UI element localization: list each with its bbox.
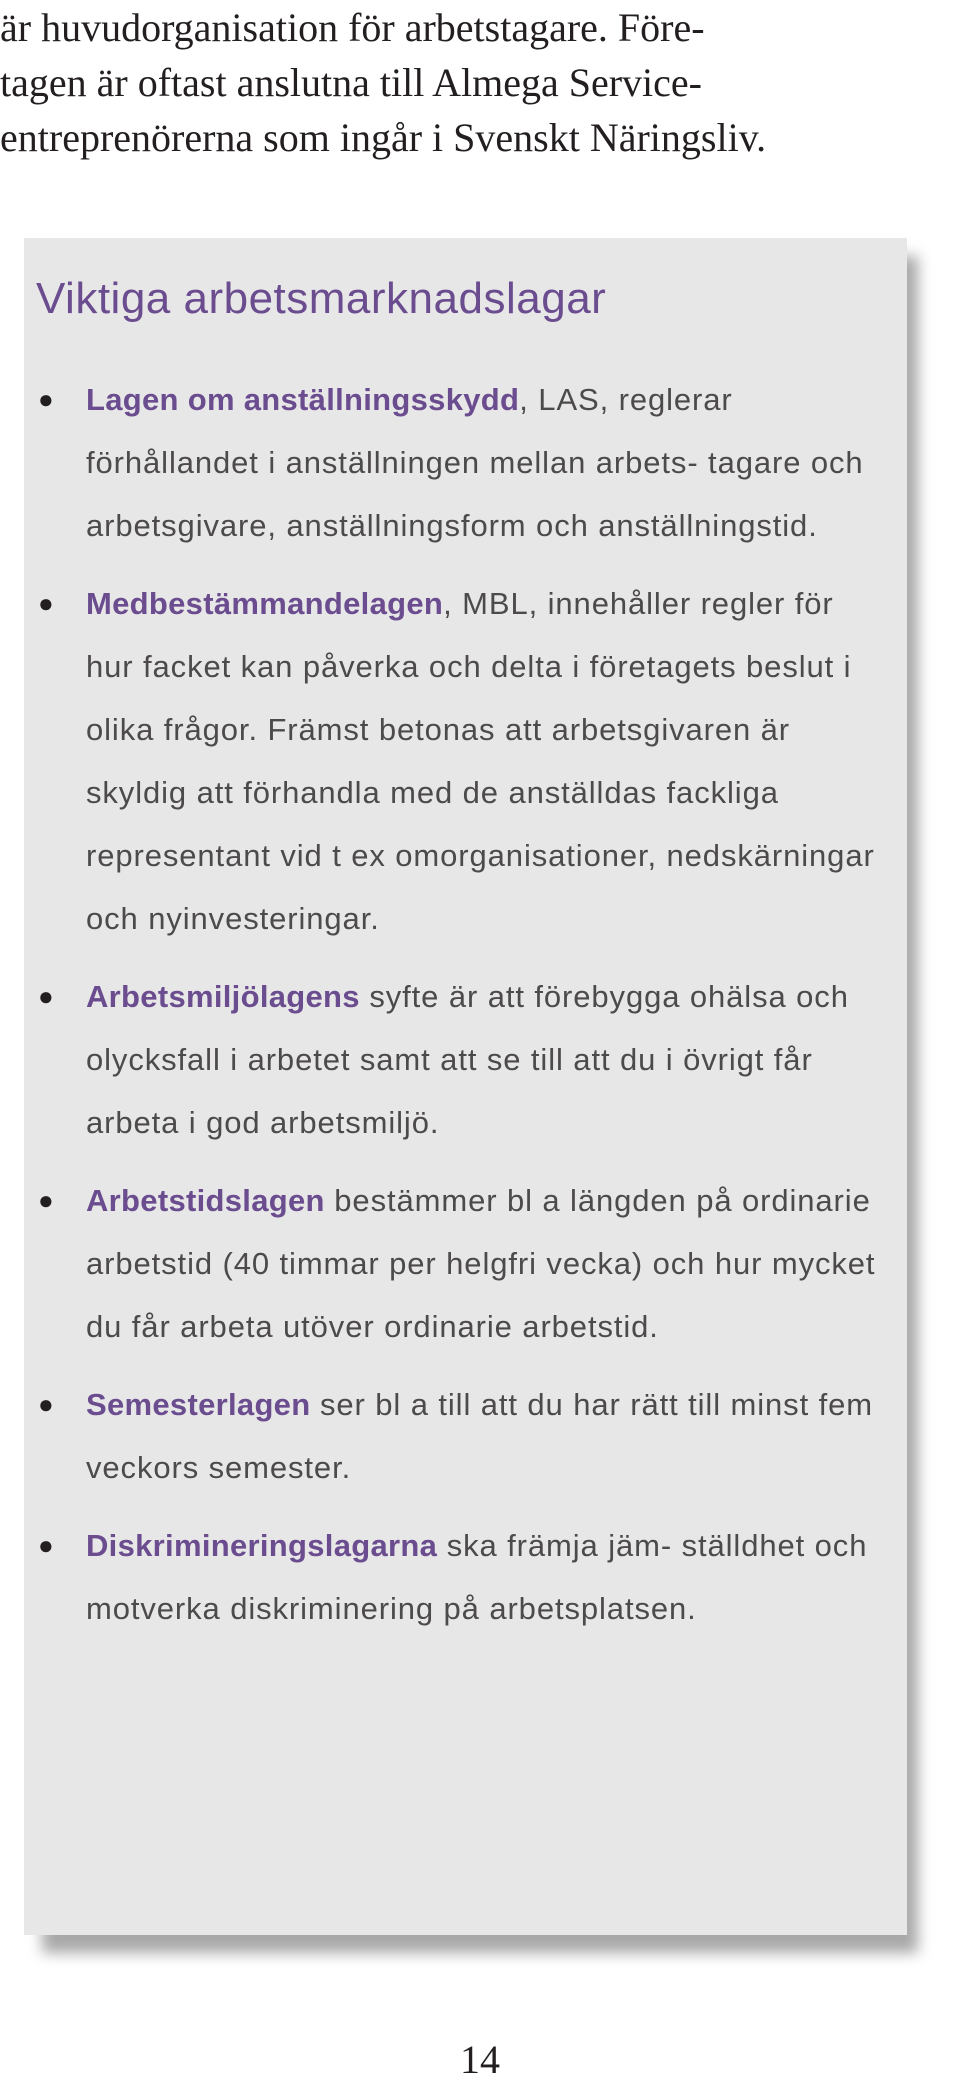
law-description: ser bl a till att du har rätt till minst fem veckors semester. (86, 1387, 873, 1485)
fact-box-title: Viktiga arbetsmarknadslagar (36, 274, 607, 323)
law-description: bestämmer bl a längden på ordinarie arbetstid (40 timmar per helgfri vecka) och hur mycket du får arbeta utöver ordinarie arbetstid. (86, 1183, 876, 1344)
list-item (24, 572, 884, 950)
law-description: , LAS, reglerar förhållandet i anställningen mellan arbets- tagare och arbetsgivare, anställningsform och anställningstid. (86, 382, 864, 543)
law-name: Lagen om anställningsskydd (86, 382, 520, 417)
bullet-icon: ● (38, 1389, 55, 1419)
intro-line: är huvudorganisation för arbetstagare. Före- (0, 5, 705, 50)
law-name: Arbetsmiljölagens (86, 979, 360, 1014)
intro-line: tagen är oftast anslutna till Almega Service- (0, 60, 702, 105)
list-item (24, 368, 884, 557)
list-item (24, 1514, 884, 1640)
page-number: 14 (460, 2037, 500, 2082)
list-item (24, 1373, 884, 1499)
list-item (24, 1169, 884, 1358)
bullet-icon: ● (38, 1530, 55, 1560)
list-item (24, 965, 884, 1154)
fact-box (24, 238, 907, 1935)
law-description: ska främja jäm- ställdhet och motverka diskriminering på arbetsplatsen. (86, 1528, 868, 1626)
bullet-icon: ● (38, 588, 55, 618)
law-name: Medbestämmandelagen (86, 586, 444, 621)
bullet-icon: ● (38, 384, 55, 414)
bullet-icon: ● (38, 981, 55, 1011)
law-name: Diskrimineringslagarna (86, 1528, 438, 1563)
intro-text (0, 0, 880, 165)
law-list (24, 368, 884, 1655)
bullet-icon: ● (38, 1185, 55, 1215)
law-description: , MBL, innehåller regler för hur facket kan påverka och delta i företagets beslut i olika frågor. Främst betonas att arbetsgivaren är skyldig att förhandla med de anställdas fackliga representant vid t ex omorganisationer, nedskärningar och nyinvesteringar. (86, 586, 875, 936)
law-name: Semesterlagen (86, 1387, 311, 1422)
law-description: syfte är att förebygga ohälsa och olycksfall i arbetet samt att se till att du i övrigt får arbeta i god arbetsmiljö. (86, 979, 849, 1140)
law-name: Arbetstidslagen (86, 1183, 325, 1218)
intro-line: entreprenörerna som ingår i Svenskt Näringsliv. (0, 115, 767, 160)
